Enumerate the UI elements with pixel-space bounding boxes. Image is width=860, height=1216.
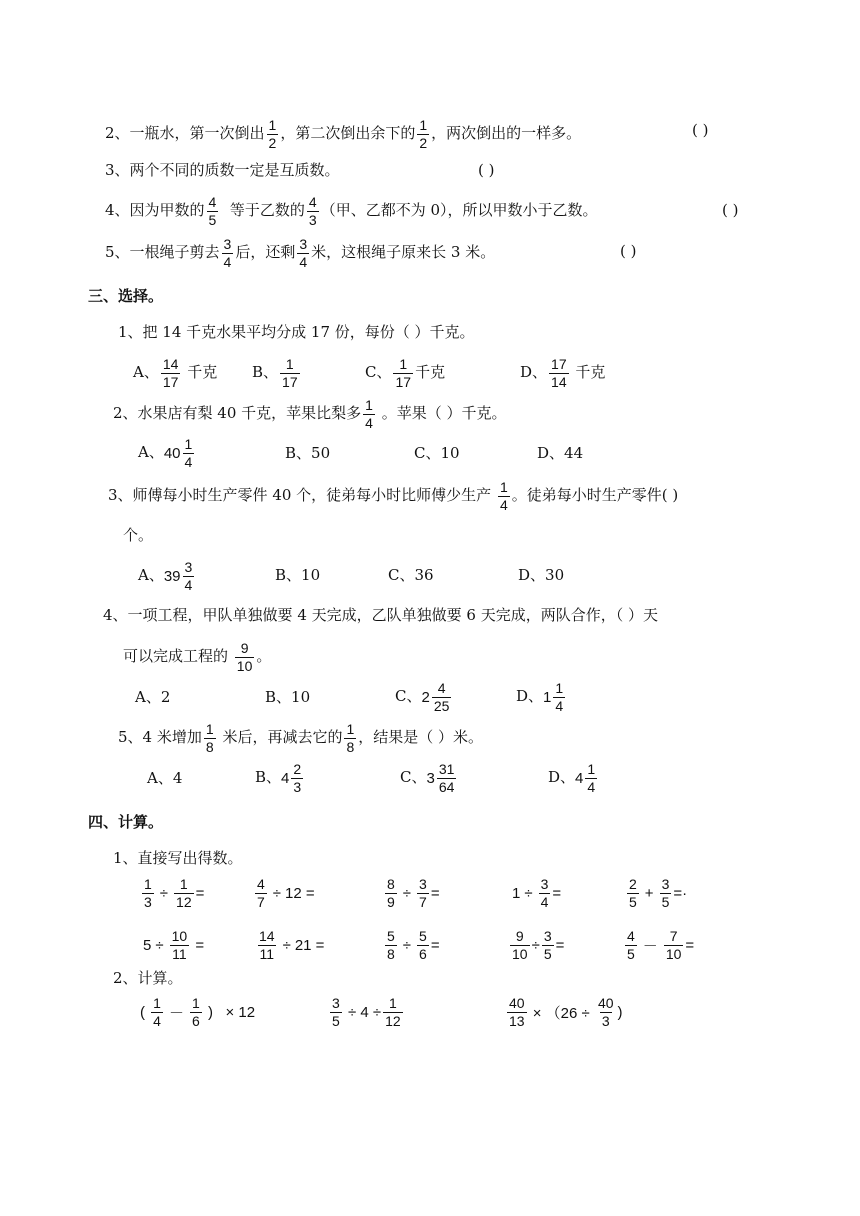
option-b[interactable]: B、50: [285, 444, 331, 462]
fraction: $\frac{1}{2}$: [419, 117, 428, 151]
fraction: $\frac{1}{17}$: [395, 356, 412, 390]
calc-item: $\frac{4}{7}$ ÷ 12 =: [257, 876, 315, 910]
calc-expression: ( 1 4 － 1 6 ) × 12: [140, 995, 256, 1029]
calc-item: $\frac{5}{8}$ ÷ $\frac{5}{6}$ =: [387, 928, 440, 962]
choice-q4-line2: 可以完成工程的 $\frac{9}{10}$ 。: [123, 640, 272, 674]
fraction: $\frac{5}{8}$: [387, 928, 395, 962]
fraction: $\frac{4}{7}$: [257, 876, 265, 910]
fraction: $\frac{4}{5}$: [208, 194, 217, 228]
fraction: $\frac{14}{11}$: [259, 928, 275, 962]
fraction: $\frac{8}{9}$: [387, 876, 395, 910]
fraction: $\frac{3}{4}$: [299, 236, 308, 270]
fraction: $\frac{1}{4}$: [499, 479, 508, 513]
fraction: 2 3: [293, 761, 302, 795]
fraction: $\frac{9}{10}$: [236, 640, 253, 674]
judge-q2: 2、一瓶水，第一次倒出 $\frac{1}{2}$ ，第二次倒出余下的 $\frac{1}{2}$ ，两次倒出的一样多。: [105, 117, 582, 151]
option-a[interactable]: A、 39 3 4: [138, 559, 193, 593]
fraction: 1 4: [587, 761, 596, 795]
option-d[interactable]: D、 $\frac{17}{14}$ 千克: [520, 356, 606, 390]
answer-paren[interactable]: ( ): [722, 201, 739, 219]
calc-item: 5 ÷ $\frac{10}{11}$ =: [143, 928, 205, 962]
fraction: 1 4: [153, 995, 161, 1029]
fraction: 1 4: [184, 436, 193, 470]
choice-q1: 1、把 14 千克水果平均分成 17 份，每份（ ）千克。: [118, 323, 475, 341]
fraction: $\frac{10}{11}$: [171, 928, 188, 962]
fraction: $\frac{9}{10}$: [512, 928, 528, 962]
calc-item: $\frac{1}{3}$ ÷ $\frac{1}{12}$ =: [144, 876, 205, 910]
choice-q2: 2、水果店有梨 40 千克，苹果比梨多 $\frac{1}{4}$ 。苹果（ ）千克。: [113, 397, 507, 431]
calc-item: 4 5 － $\frac{7}{10}$ =: [627, 928, 695, 962]
option-d[interactable]: D、 4 1 4: [548, 761, 596, 795]
calc-item: $\frac{14}{11}$ ÷ 21 =: [259, 928, 325, 962]
judge-q3: 3、两个不同的质数一定是互质数。: [105, 161, 340, 179]
option-c[interactable]: C、 3 31 64: [400, 761, 455, 795]
fraction: $\frac{1}{4}$: [365, 397, 373, 431]
fraction: $\frac{1}{8}$: [205, 721, 214, 755]
fraction: $\frac{7}{10}$: [665, 928, 682, 962]
fraction: $\frac{1}{12}$: [385, 995, 401, 1029]
option-c[interactable]: C、10: [414, 444, 460, 462]
fraction: $\frac{40}{13}$: [509, 995, 525, 1029]
fraction: $\frac{3}{5}$: [661, 876, 670, 910]
calc-item: 2 5 + $\frac{3}{5}$ =·: [629, 876, 688, 910]
fraction: $\frac{14}{17}$: [162, 356, 179, 390]
fraction: 31 64: [438, 761, 455, 795]
option-c[interactable]: C、36: [388, 566, 434, 584]
fraction: 1 4: [555, 680, 564, 714]
option-b[interactable]: B、 4 2 3: [255, 761, 302, 795]
calc-expression: $\frac{3}{5}$ ÷ 4 ÷ $\frac{1}{12}$: [332, 995, 401, 1029]
fraction: $\frac{3}{4}$: [223, 236, 232, 270]
option-b[interactable]: B、10: [265, 688, 311, 706]
calc-item: $\frac{8}{9}$ ÷ $\frac{3}{7}$ =: [387, 876, 440, 910]
fraction: $\frac{3}{7}$: [419, 876, 427, 910]
fraction: $\frac{3}{5}$: [543, 928, 552, 962]
option-a[interactable]: A、4: [147, 769, 183, 787]
fraction: $\frac{5}{6}$: [419, 928, 427, 962]
option-d[interactable]: D、30: [518, 566, 565, 584]
fraction: $\frac{4}{3}$: [308, 194, 317, 228]
option-b[interactable]: B、 $\frac{1}{17}$: [252, 356, 298, 390]
calc-item: 1 ÷ $\frac{3}{4}$ =: [512, 876, 562, 910]
fraction: $\frac{17}{14}$: [551, 356, 567, 390]
fraction: 1 6: [191, 995, 200, 1029]
option-a[interactable]: A、 40 1 4: [138, 436, 193, 470]
choice-q3-line2: 个。: [123, 526, 154, 544]
fraction: $\frac{1}{12}$: [176, 876, 192, 910]
fraction: $\frac{3}{4}$: [540, 876, 549, 910]
calc-expression: $\frac{40}{13}$ × （26 ÷ $\frac{40}{3}$ ): [509, 995, 623, 1029]
option-d[interactable]: D、44: [537, 444, 584, 462]
fraction: 4 25: [433, 680, 450, 714]
fraction: 2 5: [629, 876, 637, 910]
option-a[interactable]: A、2: [135, 688, 171, 706]
fraction: 3 4: [184, 559, 193, 593]
choice-q4: 4、一项工程，甲队单独做要 4 天完成，乙队单独做要 6 天完成，两队合作，（ ）天: [103, 606, 658, 624]
fraction: $\frac{1}{3}$: [144, 876, 152, 910]
option-a[interactable]: A、 $\frac{14}{17}$ 千克: [133, 356, 218, 390]
fraction: $\frac{40}{3}$: [597, 995, 614, 1029]
answer-paren[interactable]: ( ): [620, 242, 637, 260]
section-heading-choice: 三、选择。: [88, 287, 164, 305]
option-d[interactable]: D、 1 1 4: [516, 680, 564, 714]
answer-paren[interactable]: ( ): [478, 161, 495, 179]
option-b[interactable]: B、10: [275, 566, 321, 584]
fraction: $\frac{1}{2}$: [268, 117, 277, 151]
fraction: $\frac{3}{5}$: [332, 995, 340, 1029]
judge-q5: 5、一根绳子剪去 $\frac{3}{4}$ 后，还剩 $\frac{3}{4}$ 米，这根绳子原来长 3 米。: [105, 236, 496, 270]
fraction: $\frac{1}{17}$: [282, 356, 298, 390]
choice-q3: 3、师傅每小时生产零件 40 个，徒弟每小时比师傅少生产 $\frac{1}{4}$ 。徒弟每小时生产零件( ): [108, 479, 679, 513]
calc-sub2-label: 2、计算。: [113, 969, 183, 987]
answer-paren[interactable]: ( ): [692, 121, 709, 139]
calc-item: $\frac{9}{10}$ ÷ $\frac{3}{5}$ =: [512, 928, 565, 962]
option-c[interactable]: C、 $\frac{1}{17}$ 千克: [365, 356, 446, 390]
choice-q5: 5、4 米增加 $\frac{1}{8}$ 米后，再减去它的 $\frac{1}{8}$ ，结果是（ ）米。: [118, 721, 484, 755]
fraction: 4 5: [627, 928, 635, 962]
calc-sub1-label: 1、直接写出得数。: [113, 849, 243, 867]
option-c[interactable]: C、 2 4 25: [395, 680, 450, 714]
fraction: $\frac{1}{8}$: [346, 721, 355, 755]
judge-q4: 4、因为甲数的 $\frac{4}{5}$ 等于乙数的 $\frac{4}{3}$ （甲、乙都不为 0），所以甲数小于乙数。: [105, 194, 598, 228]
section-heading-calc: 四、计算。: [88, 813, 164, 831]
